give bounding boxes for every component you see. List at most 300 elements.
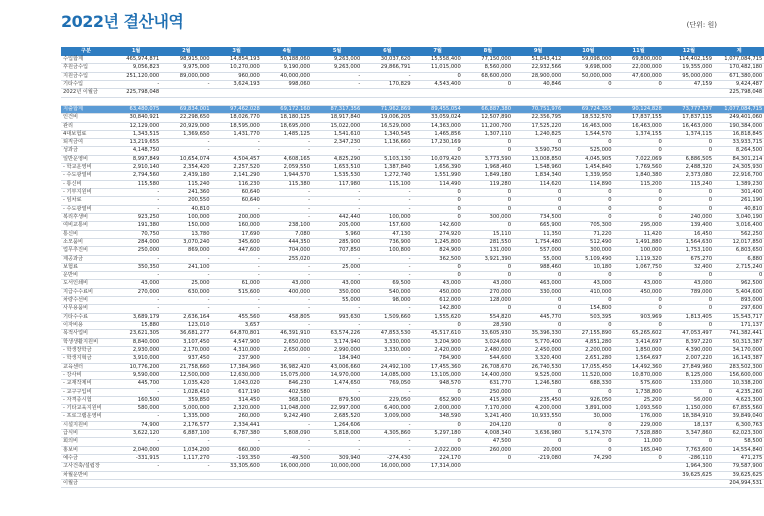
table-cell xyxy=(463,479,513,487)
table-cell: - xyxy=(212,263,262,271)
table-cell: 0 xyxy=(614,272,664,280)
table-row xyxy=(61,463,764,471)
table-cell: 3,204,900 xyxy=(413,338,463,346)
table-row xyxy=(61,189,764,197)
table-cell: 447,600 xyxy=(212,247,262,255)
table-cell: - xyxy=(312,147,362,155)
table-cell: 630,000 xyxy=(161,288,211,296)
table-cell: 295,000 xyxy=(614,222,664,230)
column-header: 8월 xyxy=(463,47,513,56)
row-label xyxy=(61,97,111,105)
table-cell: 631,770 xyxy=(463,380,513,388)
table-cell: 68,600,000 xyxy=(463,72,513,80)
table-cell: 1,834,340 xyxy=(513,172,563,180)
table-cell: 1,840,380 xyxy=(614,172,664,180)
table-cell: - xyxy=(312,305,362,313)
table-cell: - xyxy=(111,80,161,88)
table-cell: 1,465,856 xyxy=(413,130,463,138)
table-cell: 251,120,000 xyxy=(111,72,161,80)
column-header: 9월 xyxy=(513,47,563,56)
table-cell: 25,200 xyxy=(614,396,664,404)
table-cell: 114,890 xyxy=(563,180,613,188)
table-cell: 47,500 xyxy=(463,438,513,446)
table-cell: 4,825,290 xyxy=(312,155,362,163)
table-cell: 160,000 xyxy=(212,222,262,230)
table-cell: 4,623,300 xyxy=(714,396,764,404)
table-cell: 2,990,000 xyxy=(312,346,362,354)
table-row xyxy=(61,213,764,221)
table-cell: 1,491,880 xyxy=(614,238,664,246)
table-cell: 30,840,921 xyxy=(111,114,161,122)
table-cell: 69,834,001 xyxy=(161,105,211,113)
table-cell: - xyxy=(362,355,412,363)
table-cell: 270,000 xyxy=(463,288,513,296)
table-cell: 824,900 xyxy=(413,247,463,255)
table-cell: 16,000,000 xyxy=(262,463,312,471)
table-cell: 0 xyxy=(563,297,613,305)
table-row xyxy=(61,180,764,188)
table-cell: 869,000 xyxy=(161,247,211,255)
column-header: 7월 xyxy=(413,47,463,56)
table-cell xyxy=(563,479,613,487)
table-cell: 15,543,717 xyxy=(714,313,764,321)
table-cell: 13,780 xyxy=(161,230,211,238)
table-cell xyxy=(212,97,262,105)
table-cell: - xyxy=(262,446,312,454)
table-cell: 204,994,531 xyxy=(714,479,764,487)
table-cell: 0 xyxy=(413,72,463,80)
table-cell: 0 xyxy=(614,189,664,197)
table-cell: - xyxy=(262,189,312,197)
table-cell: -219,080 xyxy=(513,455,563,463)
table-cell: 142,600 xyxy=(413,222,463,230)
table-cell: - xyxy=(161,147,211,155)
table-row xyxy=(61,346,764,354)
table-cell: 43,000 xyxy=(563,280,613,288)
table-cell: 10,180 xyxy=(563,263,613,271)
table-cell: 0 xyxy=(563,421,613,429)
table-cell: - xyxy=(161,463,211,471)
table-cell: 43,000 xyxy=(312,280,362,288)
row-label: 소모품비 xyxy=(61,238,111,246)
table-cell: 60,640 xyxy=(212,197,262,205)
row-label: 여비교통비 xyxy=(61,222,111,230)
table-row xyxy=(61,89,764,97)
table-cell: 0 xyxy=(614,139,664,147)
table-cell: 87,317,356 xyxy=(312,105,362,113)
table-cell: 115,380 xyxy=(262,180,312,188)
table-cell: 1,335,000 xyxy=(161,413,211,421)
row-label: 목적사업비 xyxy=(61,330,111,338)
table-cell: 21,758,660 xyxy=(161,363,211,371)
table-cell: 22,997,000 xyxy=(312,405,362,413)
table-cell: 64,870,801 xyxy=(212,330,262,338)
table-cell: 557,000 xyxy=(513,247,563,255)
table-cell: - xyxy=(312,438,362,446)
table-row xyxy=(61,164,764,172)
table-cell: 62,023,300 xyxy=(714,430,764,438)
table-cell: 22,298,650 xyxy=(161,114,211,122)
table-cell: 154,800 xyxy=(563,305,613,313)
table-cell: 0 xyxy=(664,197,714,205)
table-cell xyxy=(413,97,463,105)
table-cell: 26,740,530 xyxy=(513,363,563,371)
table-cell: 165,040 xyxy=(614,446,664,454)
table-cell: 4,310,000 xyxy=(212,346,262,354)
table-cell: 115,240 xyxy=(664,180,714,188)
table-cell: 3,657 xyxy=(212,322,262,330)
table-cell: 270,000 xyxy=(111,288,161,296)
table-cell: 260,000 xyxy=(212,413,262,421)
table-cell: 4,305,860 xyxy=(362,430,412,438)
table-cell: 71,962,869 xyxy=(362,105,412,113)
table-cell: 463,000 xyxy=(513,280,563,288)
table-row xyxy=(61,230,764,238)
table-row xyxy=(61,72,764,80)
table-cell: 562,250 xyxy=(714,230,764,238)
table-cell: 43,006,660 xyxy=(312,363,362,371)
table-row xyxy=(61,455,764,463)
table-cell: 63,574,226 xyxy=(312,330,362,338)
table-cell: 0 xyxy=(513,322,563,330)
table-cell: 71,220 xyxy=(563,230,613,238)
row-label: 퇴직금여 xyxy=(61,139,111,147)
table-row xyxy=(61,139,764,147)
row-label: 도서인쇄비 xyxy=(61,280,111,288)
table-cell: 16,463,000 xyxy=(664,122,714,130)
table-cell: 160,500 xyxy=(111,396,161,404)
table-cell: 1,246,580 xyxy=(513,380,563,388)
table-cell: 2,170,000 xyxy=(161,346,211,354)
row-label: 지급수수료비 xyxy=(61,288,111,296)
table-cell: 22,000,000 xyxy=(614,64,664,72)
table-cell: 1,307,110 xyxy=(463,130,513,138)
row-label: 차량수선비 xyxy=(61,297,111,305)
table-cell: 0 xyxy=(714,272,764,280)
table-cell: 9,056,823 xyxy=(111,64,161,72)
table-cell: - xyxy=(262,355,312,363)
table-cell: 0 xyxy=(513,297,563,305)
table-cell: 70,751,976 xyxy=(513,105,563,113)
table-cell: 17,690 xyxy=(212,230,262,238)
table-cell: 0 xyxy=(463,80,513,88)
table-row xyxy=(61,297,764,305)
table-cell: 4,235,260 xyxy=(714,388,764,396)
table-cell: 345,600 xyxy=(212,238,262,246)
table-cell: 235,450 xyxy=(513,396,563,404)
table-cell: - xyxy=(312,72,362,80)
table-cell: 6,300,763 xyxy=(714,421,764,429)
table-cell: 4,390,000 xyxy=(664,346,714,354)
table-cell xyxy=(513,97,563,105)
column-header: 12월 xyxy=(664,47,714,56)
table-cell: 0 xyxy=(463,139,513,147)
table-cell: 0 xyxy=(664,205,714,213)
table-cell xyxy=(111,97,161,105)
table-cell: - xyxy=(362,72,412,80)
table-cell xyxy=(312,89,362,97)
table-cell: 0 xyxy=(463,222,513,230)
table-cell: 4,200,000 xyxy=(513,405,563,413)
table-cell: 36,681,277 xyxy=(161,330,211,338)
row-label: 사무용품비 xyxy=(61,305,111,313)
table-cell: 4,547,900 xyxy=(212,338,262,346)
table-cell: 0 xyxy=(463,197,513,205)
table-cell: 0 xyxy=(664,139,714,147)
table-row xyxy=(61,263,764,271)
table-cell: 283,502,300 xyxy=(714,363,764,371)
table-cell: 123,010 xyxy=(161,322,211,330)
table-cell: 0 xyxy=(513,205,563,213)
table-cell: 671,380,000 xyxy=(714,72,764,80)
table-cell xyxy=(161,471,211,479)
table-cell: - xyxy=(362,305,412,313)
table-cell: 14,492,360 xyxy=(614,363,664,371)
table-cell: 229,000 xyxy=(614,421,664,429)
table-cell: 4,504,457 xyxy=(212,155,262,163)
table-cell: 115,100 xyxy=(362,180,412,188)
table-cell: 0 xyxy=(664,305,714,313)
table-cell: 7,022,069 xyxy=(614,155,664,163)
table-cell: 3,773,590 xyxy=(463,155,513,163)
table-cell: 1,738,800 xyxy=(614,388,664,396)
table-cell: 3,040,190 xyxy=(714,213,764,221)
table-cell: - xyxy=(161,255,211,263)
row-label: 차월운반비 xyxy=(61,471,111,479)
table-cell: 10,776,200 xyxy=(111,363,161,371)
table-cell: 2,373,080 xyxy=(664,172,714,180)
table-cell: 55,000 xyxy=(513,255,563,263)
table-cell: 0 xyxy=(463,455,513,463)
table-cell: 0 xyxy=(614,297,664,305)
table-row xyxy=(61,471,764,479)
table-cell: 544,600 xyxy=(463,355,513,363)
table-cell: 9,975,000 xyxy=(161,64,211,72)
row-label: 고사건축/설립장 xyxy=(61,463,111,471)
table-row xyxy=(61,430,764,438)
table-cell: - xyxy=(262,322,312,330)
table-cell: - xyxy=(212,305,262,313)
table-row xyxy=(61,155,764,163)
row-label: 일반운영비 xyxy=(61,155,111,163)
table-cell: 512,490 xyxy=(563,238,613,246)
table-cell: 55,000 xyxy=(312,297,362,305)
row-label: 예수금 xyxy=(61,455,111,463)
table-row xyxy=(61,405,764,413)
table-cell: 445,700 xyxy=(111,380,161,388)
table-cell: - xyxy=(362,189,412,197)
table-cell: 1,136,660 xyxy=(362,139,412,147)
table-cell: 0 xyxy=(413,272,463,280)
table-cell: 0 xyxy=(463,263,513,271)
table-cell: 705,300 xyxy=(563,222,613,230)
table-header-row xyxy=(61,47,764,56)
table-cell: - xyxy=(111,205,161,213)
table-cell: 33,933,715 xyxy=(714,139,764,147)
table-cell: 50,188,060 xyxy=(262,56,312,64)
table-cell: 6,886,505 xyxy=(664,155,714,163)
table-cell: - xyxy=(212,147,262,155)
row-label: 보험료 xyxy=(61,263,111,271)
column-header: 4월 xyxy=(262,47,312,56)
table-cell xyxy=(312,471,362,479)
row-label: 홍보비 xyxy=(61,446,111,454)
table-cell: 60,640 xyxy=(212,189,262,197)
table-cell: 14,363,000 xyxy=(413,122,463,130)
table-cell xyxy=(262,97,312,105)
table-row xyxy=(61,247,764,255)
table-cell: 33,605,930 xyxy=(463,330,513,338)
table-cell: 0 xyxy=(563,272,613,280)
table-cell: 0 xyxy=(513,272,563,280)
table-cell: 3,921,390 xyxy=(463,255,513,263)
table-cell: 3,107,450 xyxy=(161,338,211,346)
row-label: 업무추진비 xyxy=(61,247,111,255)
table-cell: 5,960 xyxy=(312,230,362,238)
table-cell: - xyxy=(212,272,262,280)
table-cell: 580,000 xyxy=(111,405,161,413)
table-cell: 9,698,000 xyxy=(563,64,613,72)
table-cell: 171,137 xyxy=(714,322,764,330)
table-cell: 142,800 xyxy=(413,305,463,313)
table-cell: 170,829 xyxy=(362,80,412,88)
table-cell: 450,000 xyxy=(413,288,463,296)
table-cell: - xyxy=(111,189,161,197)
row-label: 학생생활지원비 xyxy=(61,338,111,346)
table-cell: 3,009,000 xyxy=(362,413,412,421)
table-cell: 5,770,400 xyxy=(513,338,563,346)
table-cell xyxy=(312,479,362,487)
table-cell: 903,969 xyxy=(614,313,664,321)
table-cell: 10,270,000 xyxy=(212,64,262,72)
table-cell: 133,000 xyxy=(664,380,714,388)
table-cell: 1,769,560 xyxy=(614,164,664,172)
table-cell: 0 xyxy=(413,388,463,396)
table-cell: 90,124,828 xyxy=(614,105,664,113)
table-cell: 0 xyxy=(614,305,664,313)
table-cell: 20,929,000 xyxy=(161,122,211,130)
table-cell: - xyxy=(312,255,362,263)
table-cell: 444,350 xyxy=(262,238,312,246)
table-cell: 0 xyxy=(413,438,463,446)
table-cell: 0 xyxy=(413,421,463,429)
table-cell: 66,887,380 xyxy=(463,105,513,113)
table-cell: 2,910,140 xyxy=(111,164,161,172)
table-cell: - xyxy=(111,413,161,421)
table-cell: 19,006,205 xyxy=(362,114,412,122)
row-label: - 강사비 xyxy=(61,371,111,379)
column-header: 5월 xyxy=(312,47,362,56)
table-cell: 69,800,000 xyxy=(614,56,664,64)
table-cell: 0 xyxy=(563,438,613,446)
table-cell: 9,424,487 xyxy=(714,80,764,88)
table-cell: 960,000 xyxy=(212,72,262,80)
table-cell: 2,000,000 xyxy=(413,405,463,413)
row-label: - 프로그램운영비 xyxy=(61,413,111,421)
table-cell: -193,350 xyxy=(212,455,262,463)
table-cell: 1,535,530 xyxy=(312,172,362,180)
table-cell: 879,500 xyxy=(312,396,362,404)
table-cell: - xyxy=(312,272,362,280)
row-label: - 학교운영비 xyxy=(61,164,111,172)
table-cell xyxy=(161,89,211,97)
table-cell: 1,034,200 xyxy=(161,446,211,454)
table-cell: 400,000 xyxy=(262,288,312,296)
table-cell: 25,000 xyxy=(312,263,362,271)
column-header: 11월 xyxy=(614,47,664,56)
table-cell: 16,000,000 xyxy=(362,463,412,471)
table-cell: - xyxy=(362,255,412,263)
table-cell: 22,356,795 xyxy=(513,114,563,122)
table-cell: 1,240,825 xyxy=(513,130,563,138)
table-row xyxy=(61,338,764,346)
table-cell xyxy=(413,471,463,479)
table-cell: 114,402,159 xyxy=(664,56,714,64)
table-cell: 665,900 xyxy=(513,222,563,230)
table-cell: 554,820 xyxy=(463,313,513,321)
table-cell: 14,400,000 xyxy=(463,371,513,379)
table-cell: 47,600,000 xyxy=(614,72,664,80)
table-cell: - xyxy=(161,297,211,305)
table-cell: 0 xyxy=(664,272,714,280)
table-cell: 5,109,490 xyxy=(563,255,613,263)
table-cell: 0 xyxy=(614,213,664,221)
table-cell: - xyxy=(362,446,412,454)
table-cell: 734,500 xyxy=(513,213,563,221)
table-row xyxy=(61,313,764,321)
table-cell: 2,651,280 xyxy=(563,355,613,363)
row-label: 지출합계 xyxy=(61,105,111,113)
table-cell: 3,689,179 xyxy=(111,313,161,321)
table-cell: 1,544,570 xyxy=(563,130,613,138)
table-cell: 0 xyxy=(513,139,563,147)
table-cell: 1,813,405 xyxy=(664,313,714,321)
table-cell: 250,000 xyxy=(111,247,161,255)
table-cell: 47,053,497 xyxy=(664,330,714,338)
table-cell: 2,257,520 xyxy=(212,164,262,172)
table-cell: 190,384,000 xyxy=(714,122,764,130)
table-cell: 0 xyxy=(463,147,513,155)
table-cell: - xyxy=(362,322,412,330)
table-cell: 0 xyxy=(413,197,463,205)
table-cell: 249,401,060 xyxy=(714,114,764,122)
table-cell: 14,854,193 xyxy=(212,56,262,64)
table-cell: - xyxy=(212,297,262,305)
table-cell: 95,000,000 xyxy=(664,72,714,80)
table-cell: - xyxy=(312,446,362,454)
column-header: 계 xyxy=(714,47,764,56)
row-label: 시설지원비 xyxy=(61,421,111,429)
table-row xyxy=(61,272,764,280)
table-cell: - xyxy=(362,197,412,205)
table-cell: 1,387,840 xyxy=(362,164,412,172)
table-cell: - xyxy=(362,147,412,155)
table-cell: - xyxy=(212,438,262,446)
table-cell: 0 xyxy=(664,147,714,155)
table-cell xyxy=(212,479,262,487)
table-cell: 22,932,566 xyxy=(513,64,563,72)
table-cell: -286,110 xyxy=(664,455,714,463)
table-cell: 17,837,155 xyxy=(614,114,664,122)
table-cell: 0 xyxy=(563,197,613,205)
table-cell: - xyxy=(362,388,412,396)
table-cell: 7,528,880 xyxy=(614,430,664,438)
table-cell: 2,059,550 xyxy=(262,164,312,172)
row-label: - 자격증시험 xyxy=(61,396,111,404)
table-row xyxy=(61,105,764,113)
table-cell: 741,382,441 xyxy=(714,330,764,338)
table-cell: -49,500 xyxy=(262,455,312,463)
